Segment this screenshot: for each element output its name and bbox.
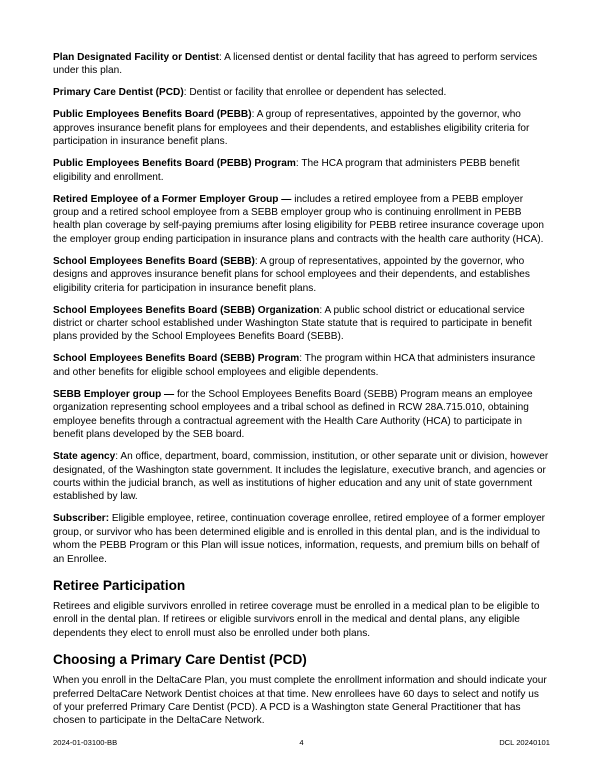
definition-text: The HCA program that administers PEBB benefit eligibility and enrollment. — [53, 158, 520, 183]
section-body-choosing-pcd: When you enroll in the DeltaCare Plan, you must complete the enrollment information and should indicate your preferred DeltaCare Network Dentist choices at that time. New enrollees have 60 days to select and notify us of your preferred Primary Care Dentist (PCD). A PCD is a Washington state General Practitioner that has chosen to participate in the DeltaCare Network. — [53, 675, 547, 727]
definition — [53, 388, 550, 442]
footer-doc-id: 2024-01-03100-BB — [53, 738, 118, 747]
definition-term: State agency — [53, 451, 116, 463]
definition: School Employees Benefits Board (SEBB) Program: The program within HCA that administers insurance and other benefits for eligible school employees and eligible dependents. — [53, 353, 536, 378]
definition-text: Dentist or facility that enrollee or dependent has selected. — [189, 87, 447, 99]
definition-text: A public school district or educational service district or charter school established under Washington State statute that is required to participate in benefit plans provided by the School Employees Benefits Board (SEBB). — [53, 304, 532, 343]
definition-term: School Employees Benefits Board (SEBB) Organization — [53, 304, 320, 316]
definition-term: SEBB Employer group — — [53, 388, 175, 400]
section-heading-choosing-pcd: Choosing a Primary Care Dentist (PCD) — [53, 652, 307, 668]
definition: Primary Care Dentist (PCD): Dentist or facility that enrollee or dependent has selected. — [53, 87, 447, 99]
definition-term: Subscriber: — [53, 513, 110, 525]
definition-term: Public Employees Benefits Board (PEBB) — [53, 109, 252, 121]
footer-version: DCL 20240101 — [499, 738, 550, 747]
page-content — [53, 51, 550, 736]
definition-text: A licensed dentist or dental facility that has agreed to perform services under this plan. — [53, 52, 538, 77]
definition-term: Plan Designated Facility or Dentist — [53, 52, 220, 63]
definition: School Employees Benefits Board (SEBB): A group of representatives, appointed by the governor, who designs and approves insurance benefit plans for school employees and their dependents, and establishes eligibility criteria for participation in insurance benefit plans. — [53, 255, 530, 294]
definition-term: School Employees Benefits Board (SEBB) Program — [53, 353, 300, 365]
definition — [53, 193, 550, 247]
section-heading-retiree-participation: Retiree Participation — [53, 577, 186, 593]
definition-text: A group of representatives, appointed by the governor, who approves insurance benefit plans for employees and their dependents, and establishes eligibility criteria for participation in insurance benefit plans. — [53, 109, 530, 148]
definition — [53, 512, 550, 566]
definition-text: A group of representatives, appointed by the governor, who designs and approves insurance benefit plans for school employees and their dependents, and establishes eligibility criteria for participation in insurance benefit plans. — [53, 255, 530, 294]
definition-text: Eligible employee, retiree, continuation coverage enrollee, retired employee of a former employer group, or survivor who has been determined eligible and is enrolled in this dental plan, and is the individual to whom the PEBB Program or this Plan will issue notices, information, requests, and premium bills on behalf of an Enrollee. — [53, 513, 546, 565]
footer-page-number: 4 — [299, 738, 304, 747]
definition: State agency: An office, department, board, commission, institution, or other separate unit or division, however designated, of the Washington state government. It includes the legislature, executive branch, and agencies or courts within the judicial branch, as well as institutions of higher education and any unit of state government established by law. — [53, 451, 549, 503]
definition-term: Primary Care Dentist (PCD) — [53, 87, 184, 99]
definition-text: The program within HCA that administers insurance and other benefits for eligible school employees and eligible dependents. — [53, 353, 536, 378]
section-body-retiree-participation: Retirees and eligible survivors enrolled in retiree coverage must be enrolled in a medical plan to be eligible to enroll in the dental plan. If retirees or eligible survivors enroll in the medical and dental plans, any eligible dependents they elect to enroll must also be enrolled under both plans. — [53, 600, 540, 639]
definition-text: for the School Employees Benefits Board (SEBB) Program means an employee organization representing school employees and a tribal school as defined in RCW 28A.715.010, obtaining employee benefits through a contractual agreement with the Health Care Authority (HCA) to participate in benefit plans developed by the SEB board. — [53, 388, 533, 441]
definition: Public Employees Benefits Board (PEBB): A group of representatives, appointed by the governor, who approves insurance benefit plans for employees and their dependents, and establishes eligibility criteria for participation in insurance benefit plans. — [53, 109, 530, 148]
definition: School Employees Benefits Board (SEBB) Organization: A public school district or educational service district or charter school established under Washington State statute that is required to participate in benefit plans provided by the School Employees Benefits Board (SEBB). — [53, 304, 532, 343]
definition-term: School Employees Benefits Board (SEBB) — [53, 255, 255, 267]
definition-text: An office, department, board, commission, institution, or other separate unit or division, however designated, of the Washington state government. It includes the legislature, executive branch, and agencies or courts within the judicial branch, as well as institutions of higher education and any unit of state government established by law. — [53, 451, 549, 503]
definition-term: Retired Employee of a Former Employer Group — — [53, 193, 292, 205]
definition: Plan Designated Facility or Dentist: A licensed dentist or dental facility that has agreed to perform services under this plan. — [53, 52, 538, 77]
definition-text: includes a retired employee from a PEBB employer group and a retired school employee from a SEBB employer group who is continuing enrollment in PEBB health plan coverage by self-paying premiums after losing eligibility for PEBB retiree insurance coverage upon the employer group ending participation in insurance plans and contracts with the health care authority (HCA). — [53, 193, 544, 245]
definition-term: Public Employees Benefits Board (PEBB) Program — [53, 158, 296, 170]
definition: Public Employees Benefits Board (PEBB) Program: The HCA program that administers PEBB benefit eligibility and enrollment. — [53, 158, 520, 183]
